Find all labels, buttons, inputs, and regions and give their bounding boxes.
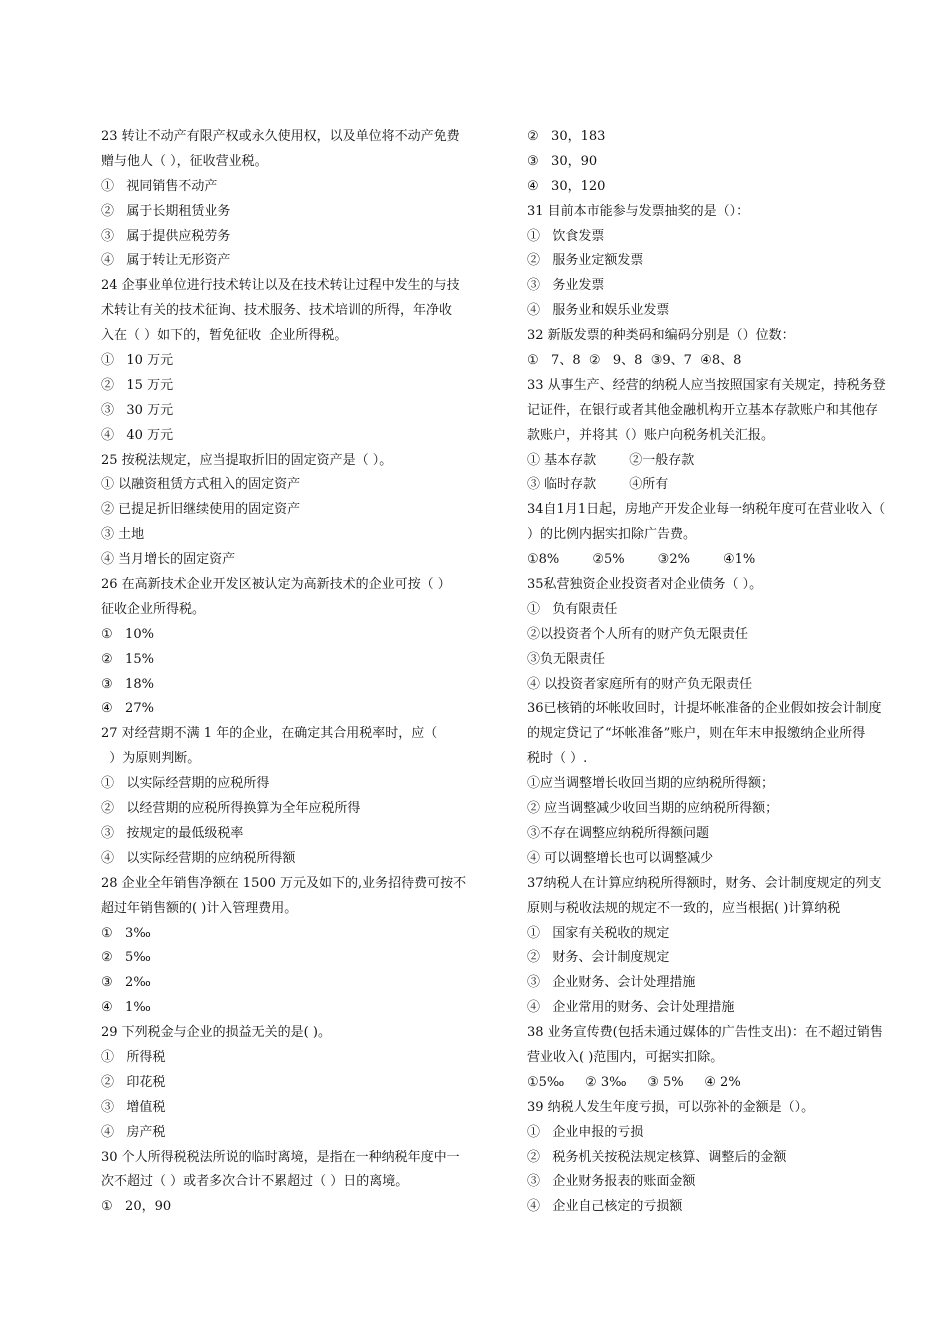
text-line: ② 以经营期的应税所得换算为全年应税所得 — [101, 801, 361, 817]
text-line: 营业收入( )范围内，可据实扣除。 — [527, 1049, 724, 1065]
text-line: 记证件，在银行或者其他金融机构开立基本存款账户和其他存 — [527, 402, 879, 418]
text-line: ④ 企业自己核定的亏损额 — [527, 1199, 683, 1215]
text-line: 25 按税法规定，应当提取折旧的固定资产是（ ）。 — [101, 452, 393, 468]
text-line: ③ 30 万元 — [101, 402, 174, 418]
text-line: ）为原则判断。 — [101, 751, 201, 767]
text-line: ④ 属于转让无形资产 — [101, 253, 231, 269]
text-line: ①8% ②5% ③2% ④1% — [527, 552, 756, 568]
text-line: ① 10 万元 — [101, 353, 174, 369]
text-line: ④ 可以调整增长也可以调整减少 — [527, 850, 714, 866]
text-line: ③ 务业发票 — [527, 278, 605, 294]
text-line: 37纳税人在计算应纳税所得额时，财务、会计制度规定的列支 — [527, 875, 882, 891]
text-line: ① 所得税 — [101, 1049, 166, 1065]
text-line: ① 负有限责任 — [527, 601, 618, 617]
text-line: ①5‰ ② 3‰ ③ 5% ④ 2% — [527, 1074, 741, 1090]
text-line: ③ 增值税 — [101, 1099, 166, 1115]
text-line: ④ 40 万元 — [101, 427, 174, 443]
text-line: 26 在高新技术企业开发区被认定为高新技术的企业可按（ ） — [101, 577, 451, 593]
text-line: ① 7、8 ② 9、8 ③9、7 ④8、8 — [527, 353, 742, 369]
text-line: ② 15 万元 — [101, 377, 174, 393]
text-line: 30 个人所得税税法所说的临时离境，是指在一种纳税年度中一 — [101, 1149, 460, 1165]
text-line: ③ 属于提供应税劳务 — [101, 228, 231, 244]
text-line: 35私营独资企业投资者对企业债务（ ）。 — [527, 577, 763, 593]
text-line: ③ 临时存款 ④所有 — [527, 477, 669, 493]
text-line: ③负无限责任 — [527, 651, 606, 667]
text-line: 39 纳税人发生年度亏损，可以弥补的金额是（）。 — [527, 1099, 815, 1115]
text-line: ④ 1‰ — [101, 1000, 151, 1016]
text-line: ① 20，90 — [101, 1199, 172, 1215]
text-line: 术转让有关的技术征询、技术服务、技术培训的所得，年净收 — [101, 303, 453, 319]
text-line: ②以投资者个人所有的财产负无限责任 — [527, 626, 749, 642]
text-line: 27 对经营期不满 1 年的企业，在确定其合用税率时，应（ — [101, 726, 438, 742]
text-line: ④ 企业常用的财务、会计处理措施 — [527, 1000, 735, 1016]
text-line: ② 应当调整减少收回当期的应纳税所得额； — [527, 801, 779, 817]
text-line: ③ 企业财务、会计处理措施 — [527, 975, 696, 991]
text-line: 次不超过（ ）或者多次合计不累超过（ ）日的离境。 — [101, 1174, 409, 1190]
text-line: ② 财务、会计制度规定 — [527, 950, 670, 966]
text-line: ③ 土地 — [101, 527, 145, 543]
left-column — [101, 125, 497, 1220]
text-line: 款账户，并将其（）账户向税务机关汇报。 — [527, 427, 775, 443]
text-line: ）的比例内据实扣除广告费。 — [527, 527, 697, 543]
text-line: ② 30，183 — [527, 129, 606, 144]
text-line: ③ 按规定的最低级税率 — [101, 825, 244, 841]
text-line: ④ 30，120 — [527, 178, 606, 194]
text-line: ④ 服务业和娱乐业发票 — [527, 303, 670, 319]
text-line: 31 目前本市能参与发票抽奖的是（）： — [527, 203, 750, 219]
text-line: ③ 企业财务报表的账面金额 — [527, 1174, 696, 1190]
text-line: ① 10% — [101, 626, 154, 642]
text-line: ④ 27% — [101, 701, 154, 717]
text-line: ① 基本存款 ②一般存款 — [527, 452, 695, 468]
text-line: ④ 房产税 — [101, 1124, 166, 1140]
text-line: ③ 18% — [101, 676, 154, 692]
text-line: ① 国家有关税收的规定 — [527, 925, 670, 941]
text-line: ① 企业申报的亏损 — [527, 1124, 644, 1140]
text-line: ① 以实际经营期的应税所得 — [101, 776, 270, 792]
text-line: 28 企业全年销售净额在 1500 万元及如下的,业务招待费可按不 — [101, 875, 467, 891]
text-line: ③ 30，90 — [527, 153, 598, 169]
text-line: 36已核销的坏帐收回时，计提坏帐准备的企业假如按会计制度 — [527, 701, 882, 717]
right-column — [527, 125, 923, 1220]
text-line: ② 税务机关按税法规定核算、调整后的金额 — [527, 1149, 787, 1165]
text-line: 32 新版发票的种类码和编码分别是（）位数： — [527, 328, 795, 344]
text-line: 23 转让不动产有限产权或永久使用权，以及单位将不动产免费 — [101, 129, 460, 144]
text-line: 原则与税收法规的规定不一致的，应当根据( )计算纳税 — [527, 900, 841, 916]
text-line: ② 服务业定额发票 — [527, 253, 644, 269]
text-line: 29 下列税金与企业的损益无关的是( )。 — [101, 1025, 331, 1041]
text-line: ④ 当月增长的固定资产 — [101, 552, 236, 568]
text-line: ② 已提足折旧继续使用的固定资产 — [101, 502, 301, 518]
text-line: 超过年销售额的( )计入管理费用。 — [101, 900, 298, 916]
text-line: ④ 以实际经营期的应纳税所得额 — [101, 850, 296, 866]
text-line: ①应当调整增长收回当期的应纳税所得额； — [527, 776, 775, 792]
text-line: 的规定贷记了“坏帐准备”账户，则在年末申报缴纳企业所得 — [527, 726, 866, 742]
text-line: 征收企业所得税。 — [101, 601, 206, 617]
text-line: 赠与他人（ ），征收营业税。 — [101, 153, 268, 169]
text-line: ② 属于长期租赁业务 — [101, 203, 231, 219]
text-line: 34自1月1日起，房地产开发企业每一纳税年度可在营业收入（ — [527, 502, 886, 518]
text-line: 33 从事生产、经营的纳税人应当按照国家有关规定，持税务登 — [527, 377, 886, 393]
text-line: 24 企事业单位进行技术转让以及在技术转让过程中发生的与技 — [101, 278, 460, 294]
text-line: ③不存在调整应纳税所得额问题 — [527, 825, 710, 841]
text-line: ① 视同销售不动产 — [101, 178, 218, 194]
text-line: ① 以融资租赁方式租入的固定资产 — [101, 477, 301, 493]
text-line: 入在（ ）如下的，暂免征收 企业所得税。 — [101, 328, 348, 344]
text-line: ② 15% — [101, 651, 154, 667]
text-line: 税时（ ）. — [527, 751, 588, 767]
text-line: 38 业务宣传费(包括未通过媒体的广告性支出)：在不超过销售 — [527, 1025, 883, 1041]
text-line: ③ 2‰ — [101, 975, 151, 991]
text-line: ④ 以投资者家庭所有的财产负无限责任 — [527, 676, 753, 692]
text-line: ① 饮食发票 — [527, 228, 605, 244]
text-line: ② 5‰ — [101, 950, 151, 966]
text-line: ② 印花税 — [101, 1074, 166, 1090]
text-line: ① 3‰ — [101, 925, 151, 941]
